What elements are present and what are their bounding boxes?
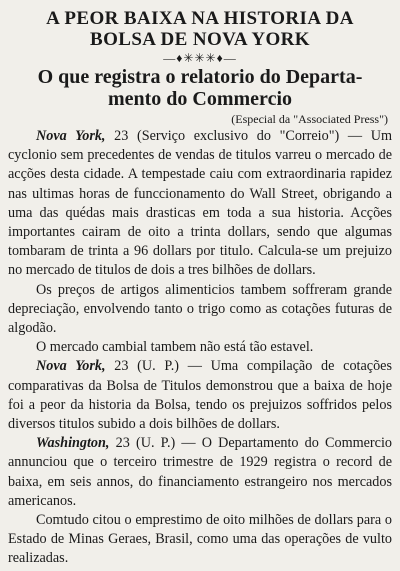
paragraph-text: O mercado cambial tambem não está tão estavel. [36, 339, 314, 356]
subheadline-line-2: mento do Commercio [107, 88, 293, 110]
headline [8, 8, 392, 50]
paragraph-text: 23 (U. P.) — O Departamento do Commercio annunciou que o terceiro trimestre de 1929 registra o record de baixa, em seis annos, do financiamento estrangeiro nos mercados americanos. [8, 435, 392, 509]
paragraph-text: 23 (Serviço exclusivo do "Correio") — Um cyclonio sem precedentes de vendas de titulos varreu o mercado de acções desta cidade. A tempestade caiu com extraordinaria rapidez nas ultimas horas de funccionamento do Wall Street, obrigando a uma das quédas mais drasticas em toda a sua historia. Acções importantes cairam de oito a trinta dollars, sendo que algumas tombaram de trinta a 96 dollars por titulo. Calcula-se um prejuizo no mercado de titulos de dois a tres bilhões de dollars. [8, 128, 392, 279]
paragraph-text: 23 (U. P.) — Uma compilação de cotações comparativas da Bolsa de Titulos demonstrou que a baixa de hoje foi a peor da historia da Bolsa, tendo os prejuizos soffridos pelos diversos titulos subido a dois bilhões de dollars. [8, 358, 392, 433]
paragraph [8, 281, 392, 339]
paragraph [8, 434, 392, 511]
subheadline [8, 66, 392, 110]
paragraph [8, 511, 392, 569]
paragraph-text: Comtudo citou o emprestimo de oito milhões de dollars para o Estado de Minas Geraes, Brasil, como uma das operações de vulto realizadas. [8, 512, 392, 567]
newspaper-clipping [8, 8, 392, 567]
dateline: Nova York, [36, 358, 106, 375]
dateline: Washington, [36, 435, 110, 452]
subheadline-line-1: O que registra o relatorio do Departa- [37, 66, 363, 88]
paragraph [8, 338, 392, 357]
headline-line-1: A PEOR BAIXA NA HISTORIA DA [46, 8, 354, 29]
paragraph-text: Os preços de artigos alimenticios tambem soffreram grande depreciação, envolvendo tanto o trigo como as cotações futuras de algodão. [8, 281, 392, 337]
paragraph [8, 127, 392, 281]
ornament-divider: —♦✳✳✳♦— [163, 51, 237, 65]
paragraph [8, 357, 392, 434]
byline: (Especial da "Associated Press") [231, 112, 388, 126]
article-body [8, 127, 392, 569]
headline-line-2: BOLSA DE NOVA YORK [90, 29, 310, 50]
dateline: Nova York, [36, 128, 106, 144]
